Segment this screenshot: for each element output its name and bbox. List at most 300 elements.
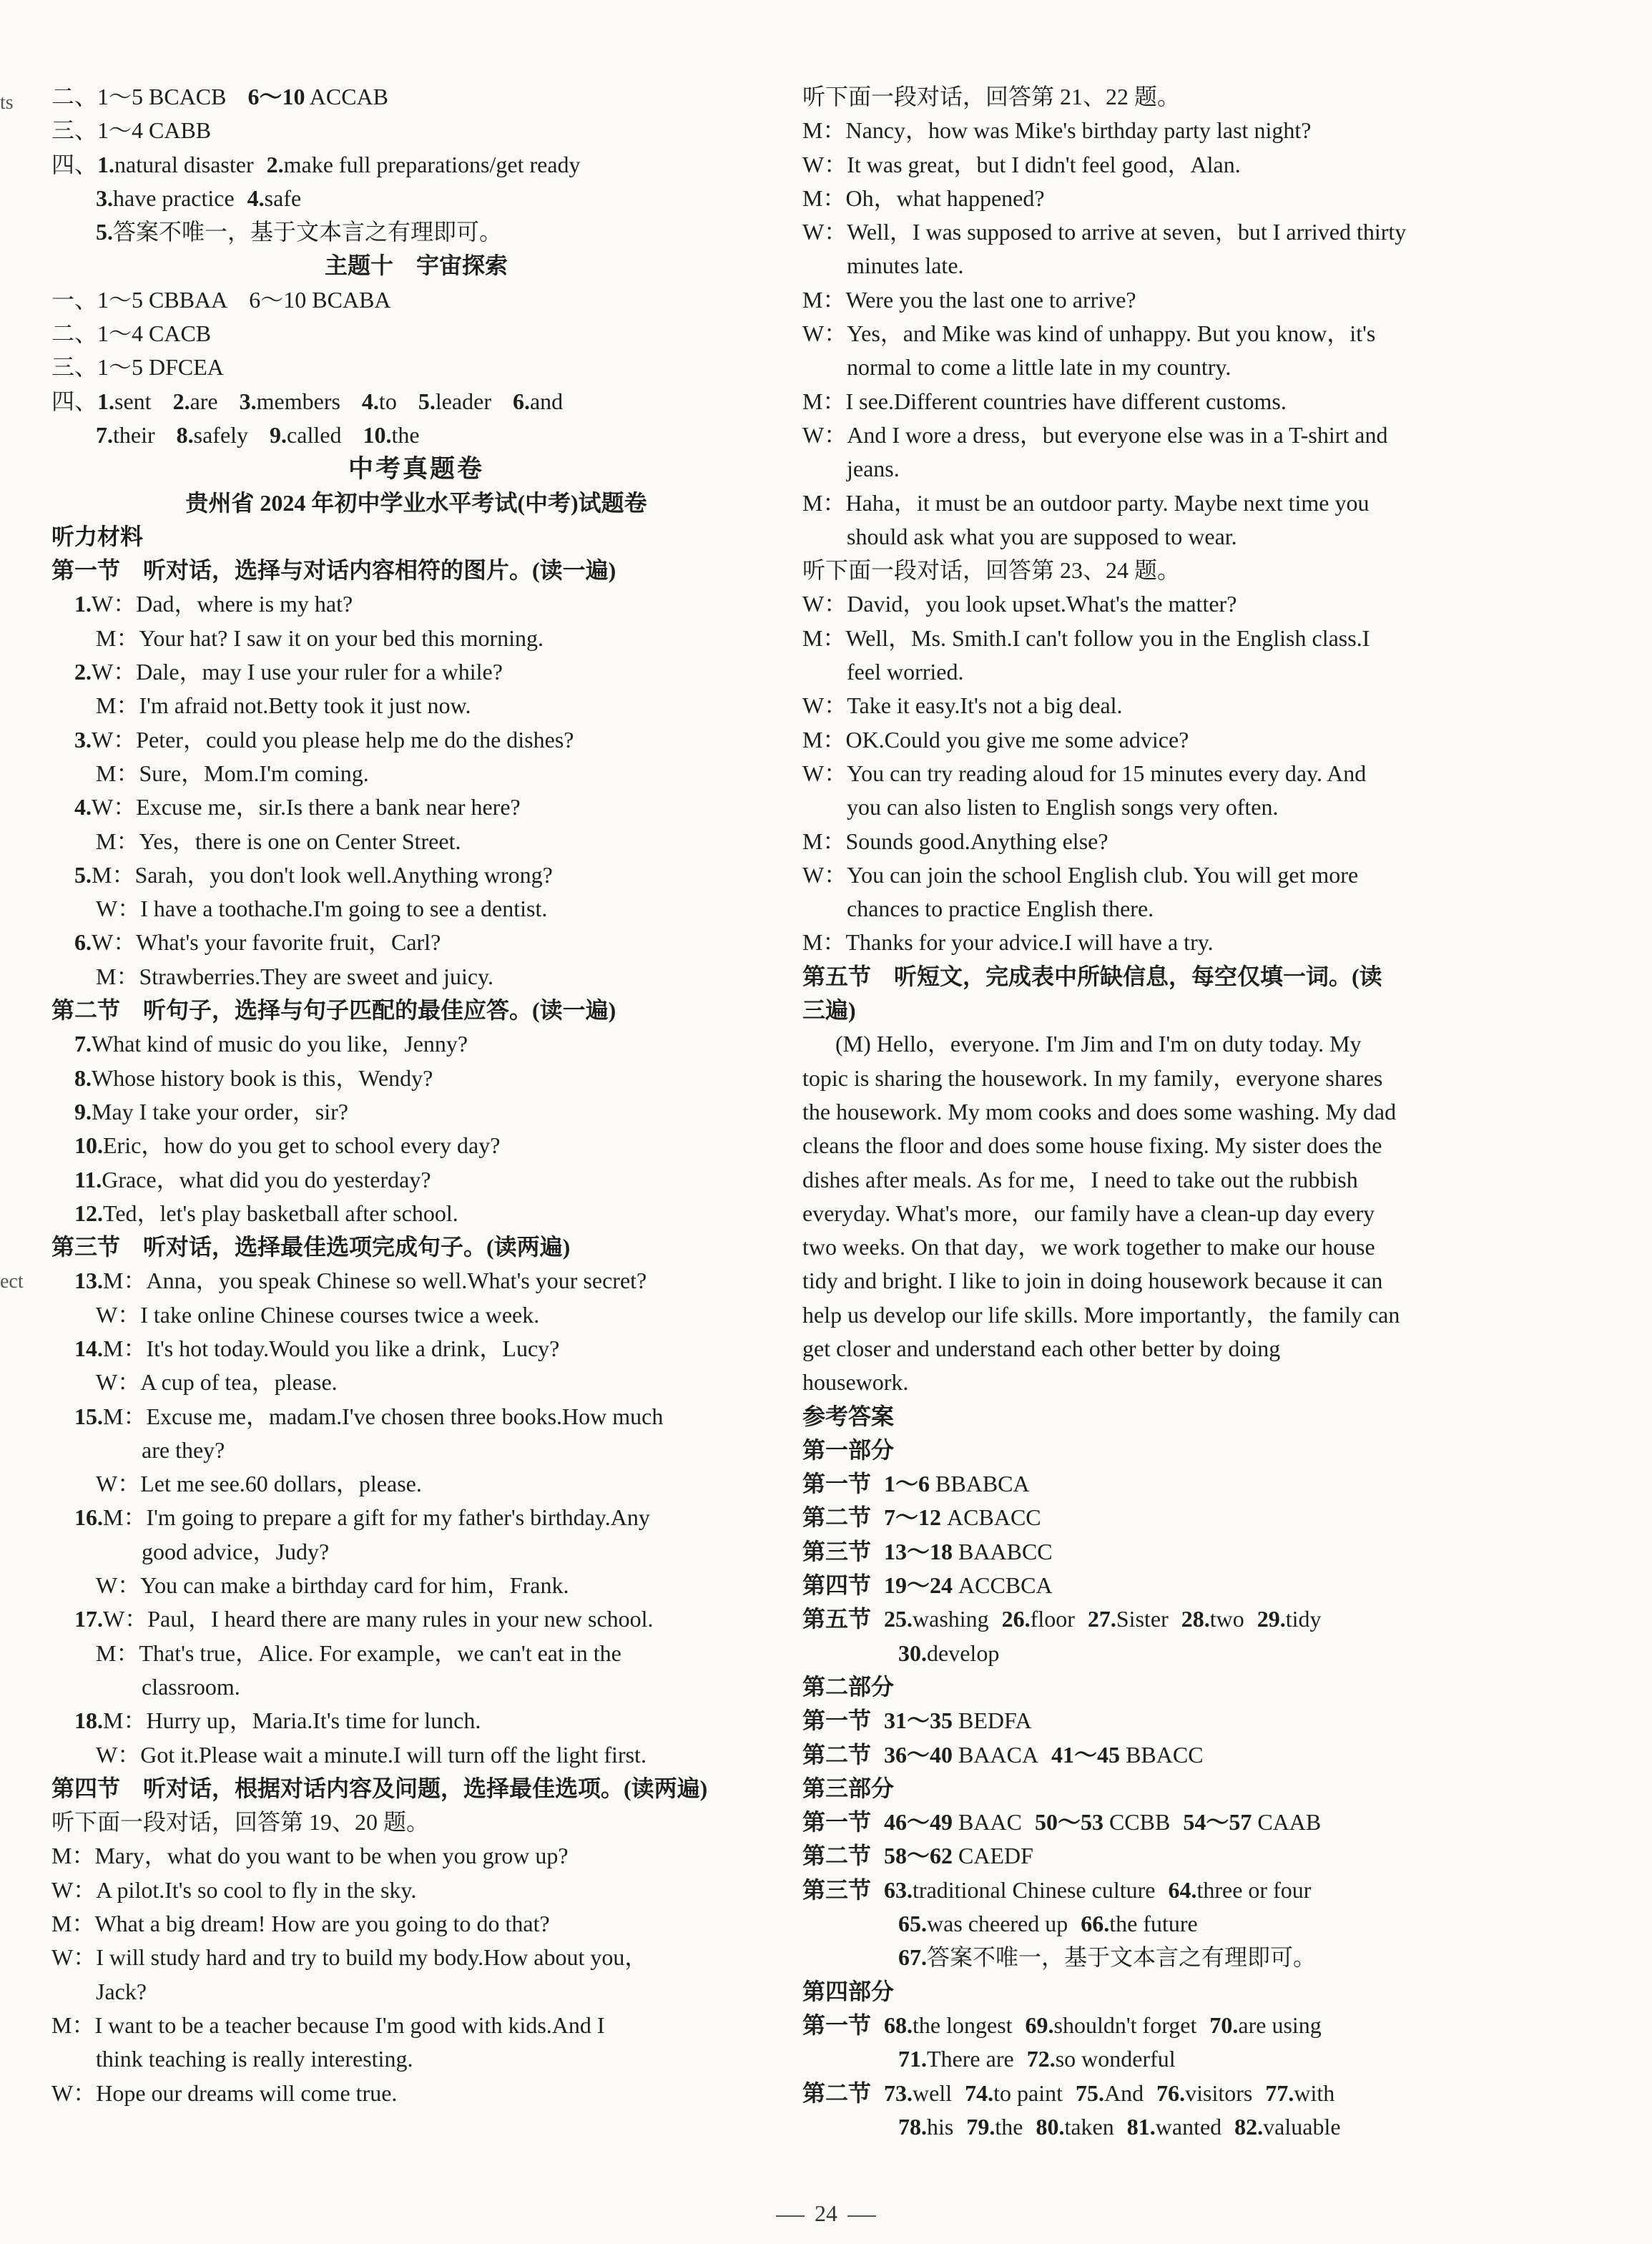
- line-text: 6～10 BCABA: [249, 286, 391, 313]
- item-number: 14.: [74, 1335, 103, 1361]
- line-text: taken: [1064, 2113, 1114, 2140]
- right-line: [802, 1704, 1528, 1738]
- right-line: [802, 182, 1528, 215]
- item-number: 6.: [512, 388, 530, 414]
- right-line: [802, 1027, 1528, 1061]
- left-line: [51, 1941, 781, 1974]
- left-line: [51, 317, 781, 351]
- right-line: [802, 1501, 1528, 1534]
- line-text: are they?: [96, 1436, 225, 1463]
- item-number: 26.: [1001, 1606, 1031, 1632]
- left-line: [51, 1602, 781, 1636]
- line-text: 第三部分: [802, 1775, 895, 1801]
- left-line: [51, 2009, 781, 2042]
- item-number: 第二节: [802, 2079, 872, 2106]
- right-line: [802, 1163, 1528, 1197]
- line-text: W：Take it easy.It's not a big deal.: [802, 692, 1123, 719]
- line-text: M：Hurry up，Maria.It's time for lunch.: [103, 1708, 481, 1734]
- right-line: [802, 994, 1528, 1027]
- line-text: 第一节 听对话，选择与对话内容相符的图片。(读一遍): [51, 557, 616, 584]
- line-text: W：Peter，could you please help me do the dishes?: [92, 726, 574, 753]
- line-text: 第四部分: [802, 1978, 895, 2004]
- left-line: [51, 858, 781, 892]
- line-text: two: [1209, 1606, 1244, 1632]
- item-number: 4.: [361, 388, 379, 414]
- left-line: [51, 1230, 781, 1264]
- right-line: [802, 1264, 1528, 1298]
- line-text: wanted: [1155, 2113, 1222, 2140]
- item-number: 9.: [74, 1098, 92, 1125]
- right-line: [802, 723, 1528, 757]
- right-line: [802, 622, 1528, 655]
- right-line: [802, 2077, 1528, 2110]
- line-text: topic is sharing the housework. In my family，everyone shares: [802, 1064, 1383, 1091]
- right-line: [802, 148, 1528, 182]
- left-line: [51, 1535, 781, 1569]
- item-number: 10.: [74, 1132, 103, 1159]
- right-line: [802, 960, 1528, 994]
- line-text: M：Yes，there is one on Center Street.: [96, 828, 461, 854]
- line-text: Ted，let's play basketball after school.: [103, 1200, 458, 1226]
- item-number: 5.: [74, 861, 92, 888]
- line-text: ACCAB: [305, 84, 388, 109]
- right-line: [802, 1062, 1528, 1095]
- line-text: M：Anna，you speak Chinese so well.What's your secret?: [103, 1268, 647, 1294]
- right-line: [802, 1197, 1528, 1230]
- right-line: [802, 757, 1528, 790]
- line-text: ACBACC: [941, 1504, 1041, 1531]
- item-number: 2.: [74, 659, 92, 685]
- left-line: [51, 1264, 781, 1298]
- left-line: [51, 622, 781, 655]
- left-line: [51, 114, 781, 147]
- line-text: safe: [264, 185, 302, 211]
- right-line: [802, 1569, 1528, 1602]
- item-number: 67.: [898, 1944, 928, 1971]
- page-number-dash-left: [776, 2215, 805, 2217]
- item-number: 第四节: [802, 1572, 872, 1599]
- left-line: [51, 655, 781, 689]
- item-number: 41～45: [1051, 1741, 1121, 1768]
- line-text: CAEDF: [953, 1843, 1033, 1869]
- item-number: 第二节: [802, 1504, 872, 1531]
- line-text: and: [529, 388, 564, 414]
- item-number: 58～62: [884, 1843, 953, 1869]
- item-number: 7～12: [884, 1504, 942, 1531]
- left-line: [51, 1975, 781, 2009]
- item-number: 3.: [74, 726, 92, 753]
- left-line: [51, 486, 781, 520]
- line-text: M：OK.Could you give me some advice?: [802, 726, 1189, 753]
- right-line: [802, 554, 1528, 587]
- line-text: their: [113, 421, 155, 448]
- right-line: [802, 1467, 1528, 1501]
- line-text: was cheered up: [927, 1911, 1068, 1937]
- line-text: W：Got it.Please wait a minute.I will turn off the light first.: [96, 1741, 646, 1768]
- line-text: W：David，you look upset.What's the matter?: [802, 591, 1237, 617]
- left-line: [51, 723, 781, 757]
- line-text: get closer and understand each other better by doing: [802, 1335, 1281, 1361]
- line-text: W：Let me see.60 dollars，please.: [96, 1471, 422, 1497]
- line-text: Whose history book is this，Wendy?: [92, 1064, 433, 1091]
- right-line: [802, 1975, 1528, 2009]
- line-text: M：It's hot today.Would you like a drink，Lucy?: [103, 1335, 560, 1361]
- line-text: cleans the floor and does some house fixing. My sister does the: [802, 1132, 1382, 1159]
- left-line: [51, 1434, 781, 1467]
- line-text: 二、1～5 BCACB: [51, 84, 227, 109]
- margin-mark: ect: [0, 1270, 24, 1293]
- left-line: [51, 1298, 781, 1332]
- item-number: 72.: [1026, 2046, 1056, 2072]
- page-number-value: 24: [815, 2200, 837, 2226]
- line-text: M：Haha，it must be an outdoor party. Maybe next time you: [802, 489, 1370, 516]
- left-line: [51, 926, 781, 959]
- line-text: BBABCA: [930, 1471, 1030, 1497]
- line-text: the longest: [913, 2012, 1013, 2038]
- line-text: W：And I wore a dress，but everyone else was in a T-shirt and: [802, 421, 1388, 448]
- line-text: 一、1～5 CBBAA: [51, 286, 228, 313]
- line-text: are using: [1238, 2012, 1322, 2038]
- line-text: valuable: [1263, 2113, 1341, 2140]
- left-line: [51, 418, 781, 452]
- left-line: [51, 182, 781, 215]
- right-line: [802, 1535, 1528, 1569]
- item-number: 第三节: [802, 1538, 872, 1564]
- left-line: [51, 1806, 781, 1839]
- item-number: 70.: [1209, 2012, 1239, 2038]
- line-text: M：Thanks for your advice.I will have a try.: [802, 929, 1214, 956]
- item-number: 1.: [74, 591, 92, 617]
- item-number: 30.: [898, 1640, 928, 1666]
- left-line: [51, 1907, 781, 1941]
- item-number: 50～53: [1034, 1809, 1103, 1836]
- line-text: members: [256, 388, 340, 414]
- item-number: 3.: [239, 388, 257, 414]
- left-line: [51, 1332, 781, 1366]
- line-text: M：That's true，Alice. For example，we can't eat in the: [96, 1640, 621, 1666]
- item-number: 54～57: [1183, 1809, 1252, 1836]
- item-number: 3.: [96, 185, 113, 211]
- item-number: 79.: [966, 2113, 995, 2140]
- item-number: 31～35: [884, 1708, 953, 1734]
- item-number: 71.: [898, 2046, 928, 2072]
- line-text: visitors: [1185, 2079, 1253, 2106]
- item-number: 第一节: [802, 1471, 872, 1497]
- line-text: W：It was great，but I didn't feel good，Alan.: [802, 151, 1241, 177]
- line-text: 第一部分: [802, 1436, 895, 1463]
- line-text: the: [995, 2113, 1023, 2140]
- left-line: [51, 554, 781, 587]
- item-number: 28.: [1181, 1606, 1210, 1632]
- line-text: 答案不唯一，基于文本言之有理即可。: [113, 219, 503, 245]
- line-text: everyday. What's more，our family have a clean-up day every: [802, 1200, 1375, 1226]
- left-line: [51, 1670, 781, 1704]
- right-line: [802, 1772, 1528, 1806]
- line-text: There are: [927, 2046, 1014, 2072]
- right-line: [802, 2110, 1528, 2144]
- item-number: 11.: [74, 1166, 102, 1192]
- right-line: [802, 351, 1528, 384]
- right-line: [802, 114, 1528, 147]
- left-line: [51, 1839, 781, 1873]
- line-text: BAACA: [953, 1741, 1039, 1768]
- line-text: safely: [193, 421, 249, 448]
- right-line: [802, 2009, 1528, 2042]
- item-number: 82.: [1234, 2113, 1264, 2140]
- item-number: 19～24: [884, 1572, 953, 1599]
- left-line: [51, 80, 781, 114]
- line-text: to paint: [993, 2079, 1063, 2106]
- line-text: M：Well，Ms. Smith.I can't follow you in the English class.I: [802, 624, 1370, 651]
- line-text: W：What's your favorite fruit，Carl?: [92, 929, 441, 956]
- line-text: 主题十 宇宙探索: [324, 253, 508, 279]
- line-text: his: [927, 2113, 954, 2140]
- line-text: W：A pilot.It's so cool to fly in the sky.: [51, 1876, 417, 1903]
- left-line: [51, 1400, 781, 1434]
- line-text: W：Excuse me，sir.Is there a bank near here?: [92, 794, 521, 820]
- line-text: the: [391, 421, 420, 448]
- left-line: [51, 587, 781, 621]
- right-line: [802, 825, 1528, 858]
- item-number: 9.: [270, 421, 287, 448]
- left-line: [51, 1501, 781, 1534]
- right-line: [802, 520, 1528, 554]
- line-text: (M) Hello，everyone. I'm Jim and I'm on duty today. My: [835, 1031, 1362, 1057]
- line-text: What kind of music do you like，Jenny?: [92, 1031, 468, 1057]
- line-text: M：Sarah，you don't look well.Anything wrong?: [92, 861, 553, 888]
- line-text: W：I take online Chinese courses twice a week.: [96, 1301, 540, 1328]
- right-line: [802, 1670, 1528, 1704]
- item-number: 36～40: [884, 1741, 953, 1768]
- line-text: you can also listen to English songs very often.: [847, 794, 1279, 820]
- line-text: three or four: [1196, 1876, 1312, 1903]
- line-text: BAABCC: [953, 1538, 1053, 1564]
- right-line: [802, 1637, 1528, 1670]
- line-text: develop: [927, 1640, 1000, 1666]
- line-text: M：Were you the last one to arrive?: [802, 286, 1136, 313]
- line-text: called: [287, 421, 342, 448]
- line-text: 三、1～4 CABB: [51, 117, 212, 144]
- line-text: Jack?: [96, 1978, 147, 2004]
- left-line: [51, 994, 781, 1027]
- line-text: the future: [1109, 1911, 1198, 1937]
- line-text: W：I have a toothache.I'm going to see a dentist.: [96, 896, 548, 922]
- left-line: [51, 520, 781, 554]
- line-text: M：I see.Different countries have different customs.: [802, 388, 1287, 414]
- line-text: dishes after meals. As for me，I need to take out the rubbish: [802, 1166, 1358, 1192]
- line-text: the housework. My mom cooks and does some washing. My dad: [802, 1098, 1397, 1125]
- line-text: W：Dad，where is my hat?: [92, 591, 353, 617]
- item-number: 8.: [74, 1064, 92, 1091]
- left-line: [51, 1197, 781, 1230]
- line-text: W：A cup of tea，please.: [96, 1369, 338, 1396]
- line-text: M：Nancy，how was Mike's birthday party last night?: [802, 117, 1312, 144]
- line-text: floor: [1030, 1606, 1075, 1632]
- right-line: [802, 1230, 1528, 1264]
- right-line: [802, 418, 1528, 452]
- line-text: M：Mary，what do you want to be when you grow up?: [51, 1843, 569, 1869]
- line-text: M：Sounds good.Anything else?: [802, 828, 1108, 854]
- line-text: W：You can join the school English club. You will get more: [802, 861, 1359, 888]
- item-number: 1.: [97, 388, 115, 414]
- line-text: M：Strawberries.They are sweet and juicy.: [96, 963, 493, 989]
- right-line: [802, 1298, 1528, 1332]
- right-line: [802, 249, 1528, 283]
- line-text: W：Hope our dreams will come true.: [51, 2079, 398, 2106]
- line-text: 听下面一段对话，回答第 21、22 题。: [802, 84, 1181, 109]
- line-text: CCBB: [1103, 1809, 1171, 1836]
- right-line: [802, 1332, 1528, 1366]
- left-line: [51, 1129, 781, 1162]
- page-number: [0, 2200, 1652, 2227]
- line-text: M：Sure，Mom.I'm coming.: [96, 760, 369, 786]
- right-line: [802, 1400, 1528, 1434]
- line-text: M：I want to be a teacher because I'm good with kids.And I: [51, 2012, 605, 2038]
- line-text: BAAC: [953, 1809, 1022, 1836]
- line-text: natural disaster: [114, 151, 254, 177]
- item-number: 7.: [74, 1031, 92, 1057]
- line-text: should ask what you are supposed to wear.: [847, 523, 1237, 549]
- line-text: Grace，what did you do yesterday?: [102, 1166, 431, 1192]
- line-text: 第五节 听短文，完成表中所缺信息，每空仅填一词。(读: [802, 963, 1382, 989]
- left-line: [51, 1569, 781, 1602]
- item-number: 1～6: [884, 1471, 930, 1497]
- line-text: W：Yes，and Mike was kind of unhappy. But you know，it's: [802, 320, 1376, 347]
- line-text: [847, 2046, 898, 2072]
- item-number: 15.: [74, 1403, 103, 1429]
- item-number: 2.: [172, 388, 190, 414]
- line-text: with: [1294, 2079, 1335, 2106]
- line-text: good advice，Judy?: [96, 1538, 330, 1564]
- line-text: have practice: [113, 185, 235, 211]
- line-text: 贵州省 2024 年初中学业水平考试(中考)试题卷: [185, 489, 647, 516]
- right-line: [802, 1806, 1528, 1839]
- line-text: 第四节 听对话，根据对话内容及问题，选择最佳选项。(读两遍): [51, 1775, 708, 1801]
- item-number: 6～10: [247, 84, 305, 109]
- left-line: [51, 249, 781, 283]
- line-text: M：I'm afraid not.Betty took it just now.: [96, 692, 471, 719]
- item-number: 75.: [1075, 2079, 1104, 2106]
- line-text: 二、1～4 CACB: [51, 320, 212, 347]
- item-number: 76.: [1156, 2079, 1186, 2106]
- right-line: [802, 1434, 1528, 1467]
- line-text: to: [378, 388, 397, 414]
- left-column: [51, 80, 781, 2110]
- item-number: 73.: [884, 2079, 913, 2106]
- line-text: And: [1103, 2079, 1144, 2106]
- right-line: [802, 1129, 1528, 1162]
- item-number: 29.: [1257, 1606, 1286, 1632]
- right-line: [802, 892, 1528, 926]
- line-text: BEDFA: [953, 1708, 1032, 1734]
- item-number: 7.: [96, 421, 113, 448]
- line-text: W：Dale，may I use your ruler for a while?: [92, 659, 503, 685]
- line-text: shouldn't forget: [1053, 2012, 1197, 2038]
- right-line: [802, 486, 1528, 520]
- margin-mark: ts: [0, 92, 14, 114]
- line-text: minutes late.: [847, 253, 964, 279]
- left-line: [51, 351, 781, 384]
- line-text: so wonderful: [1055, 2046, 1176, 2072]
- right-line: [802, 317, 1528, 351]
- right-line: [802, 452, 1528, 486]
- line-text: CAAB: [1252, 1809, 1322, 1836]
- line-text: [847, 2114, 898, 2140]
- item-number: 25.: [884, 1606, 913, 1632]
- item-number: 13～18: [884, 1538, 953, 1564]
- right-column: [802, 80, 1528, 2144]
- left-line: [51, 1467, 781, 1501]
- right-line: [802, 80, 1528, 114]
- line-text: tidy: [1285, 1606, 1322, 1632]
- item-number: 4.: [247, 185, 265, 211]
- item-number: 第一节: [802, 2012, 872, 2038]
- right-line: [802, 655, 1528, 689]
- item-number: 77.: [1265, 2079, 1294, 2106]
- left-line: [51, 1704, 781, 1738]
- right-line: [802, 1095, 1528, 1129]
- line-text: 第三节 听对话，选择最佳选项完成句子。(读两遍): [51, 1234, 571, 1260]
- item-number: 46～49: [884, 1809, 953, 1836]
- line-text: M：Excuse me，madam.I've chosen three books.How much: [103, 1403, 664, 1429]
- line-text: 听下面一段对话，回答第 19、20 题。: [51, 1809, 430, 1836]
- line-text: 三遍): [802, 997, 856, 1024]
- line-text: classroom.: [96, 1673, 240, 1700]
- left-line: [51, 2042, 781, 2076]
- line-text: 三、1～5 DFCEA: [51, 354, 224, 381]
- line-text: are: [190, 388, 218, 414]
- item-number: 65.: [898, 1911, 928, 1937]
- right-line: [802, 587, 1528, 621]
- right-line: [802, 1839, 1528, 1873]
- line-text: well: [913, 2079, 953, 2106]
- right-line: [802, 215, 1528, 249]
- left-line: [51, 148, 781, 182]
- item-number: 第二节: [802, 1741, 872, 1768]
- item-number: 68.: [884, 2012, 913, 2038]
- right-line: [802, 1738, 1528, 1772]
- line-text: M：Your hat? I saw it on your bed this morning.: [96, 624, 544, 651]
- item-number: 80.: [1036, 2113, 1065, 2140]
- item-number: 5.: [418, 388, 436, 414]
- line-text: jeans.: [847, 456, 900, 482]
- line-text: housework.: [802, 1369, 909, 1396]
- item-number: 16.: [74, 1504, 103, 1531]
- item-number: 64.: [1168, 1876, 1197, 1903]
- item-number: 74.: [965, 2079, 994, 2106]
- item-number: 第一节: [802, 1708, 872, 1734]
- line-text: 听力材料: [51, 523, 144, 549]
- item-number: 13.: [74, 1268, 103, 1294]
- line-text: 参考答案: [802, 1403, 895, 1429]
- line-text: [847, 1911, 898, 1936]
- line-text: 听下面一段对话，回答第 23、24 题。: [802, 557, 1181, 584]
- right-line: [802, 858, 1528, 892]
- item-number: 78.: [898, 2113, 928, 2140]
- left-line: [51, 2077, 781, 2110]
- line-text: 答案不唯一，基于文本言之有理即可。: [927, 1944, 1317, 1971]
- line-text: Sister: [1116, 1606, 1169, 1632]
- left-line: [51, 825, 781, 858]
- line-text: think teaching is really interesting.: [96, 2046, 413, 2072]
- line-text: two weeks. On that day，we work together to make our house: [802, 1234, 1375, 1260]
- line-text: help us develop our life skills. More importantly，the family can: [802, 1301, 1400, 1328]
- item-number: 10.: [363, 421, 392, 448]
- line-text: leader: [435, 388, 491, 414]
- left-line: [51, 1738, 781, 1772]
- line-text: chances to practice English there.: [847, 896, 1154, 922]
- right-line: [802, 926, 1528, 959]
